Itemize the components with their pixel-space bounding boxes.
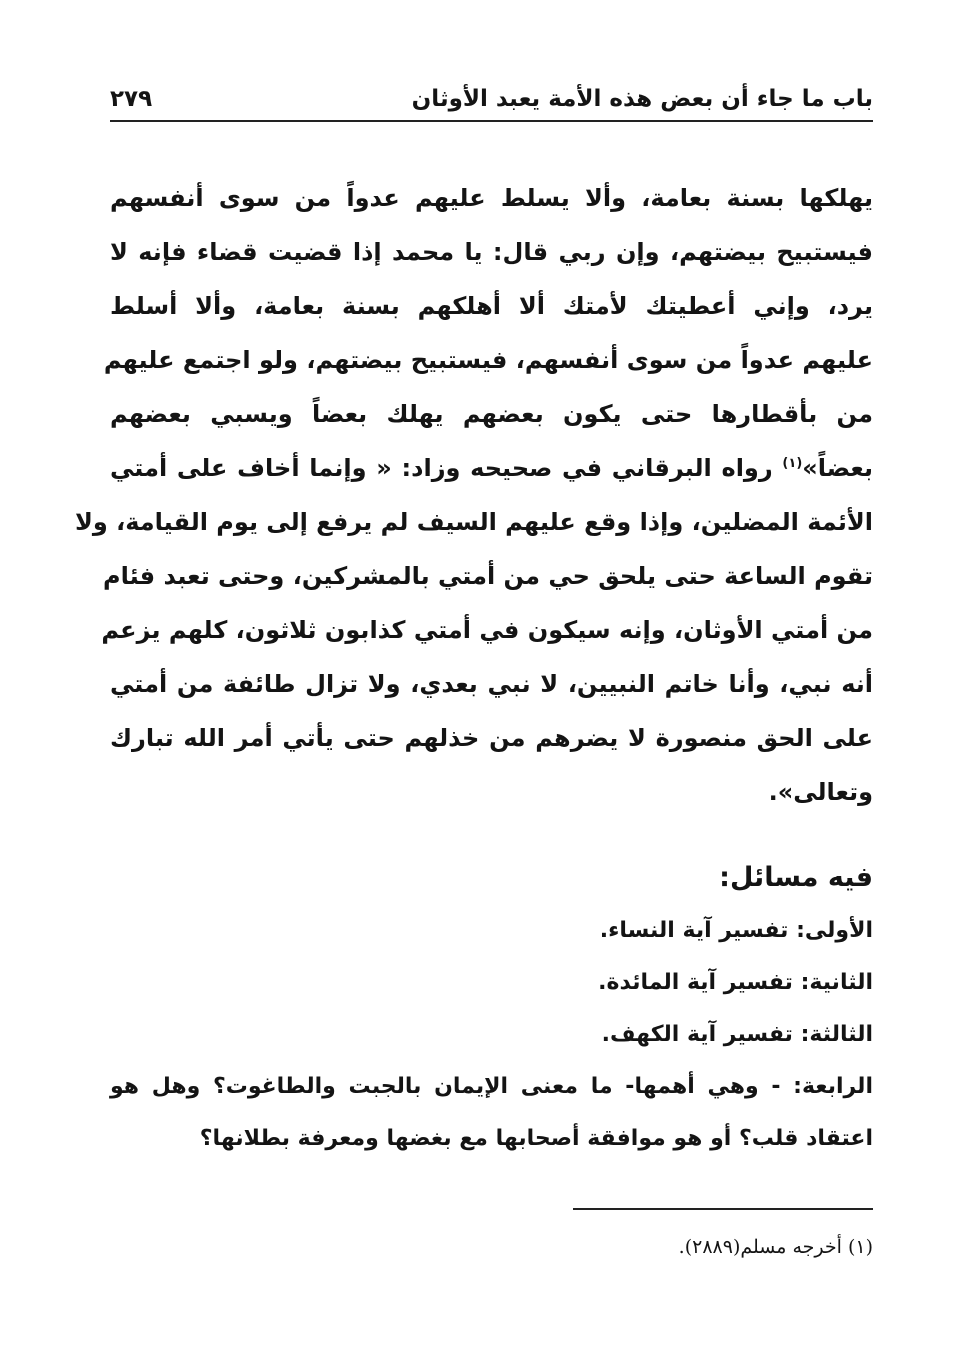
issues-heading: فيه مسائل: (719, 862, 873, 893)
issue-item: الثالثة: تفسير آية الكهف. (601, 1022, 873, 1047)
text-line: تقوم الساعة حتى يلحق حي من أمتي بالمشركين، وحتى تعبد فئام (103, 562, 873, 590)
text-line: من أمتي الأوثان، وإنه سيكون في أمتي كذابون ثلاثون، كلهم يزعم (101, 616, 873, 644)
footnote: (١) أخرجه مسلم(٢٨٨٩). (678, 1236, 873, 1258)
issue-item: الأولى: تفسير آية النساء. (599, 918, 873, 943)
text-line: عليهم عدواً من سوى أنفسهم، فيستبيح بيضتهم، ولو اجتمع عليهم (103, 346, 873, 374)
issue-item: الثانية: تفسير آية المائدة. (598, 970, 873, 995)
text-line: يهلكها بسنة بعامة، وألا يسلط عليهم عدواً من سوى أنفسهم (110, 184, 873, 212)
issue-item: اعتقاد قلب؟ أو هو موافقة أصحابها مع بغضها ومعرفة بطلانها؟ (199, 1126, 873, 1151)
text-line: يرد، وإني أعطيتك لأمتك ألا أهلكهم بسنة بعامة، وألا أسلط (110, 292, 873, 320)
main-text (74, 178, 873, 826)
text-segment: رواه البرقاني في صحيحه وزاد: « وإنما أخاف على أمتي (110, 454, 783, 482)
text-segment: بعضاً» (802, 454, 873, 482)
page-header (110, 82, 873, 122)
footnote-divider (573, 1208, 873, 1210)
text-line: وتعالى». (768, 778, 873, 806)
text-line: أنه نبي، وأنا خاتم النبيين، لا نبي بعدي، ولا تزال طائفة من أمتي (110, 670, 873, 698)
text-line: فيستبيح بيضتهم، وإن ربي قال: يا محمد إذا قضيت قضاء فإنه لا (110, 238, 873, 266)
text-line: من بأقطارها حتى يكون بعضهم يهلك بعضاً ويسبي بعضهم (110, 400, 873, 428)
issue-item: الرابعة: - وهي أهمها- ما معنى الإيمان بالجبت والطاغوت؟ وهل هو (110, 1074, 873, 1099)
page-number: ٢٧٩ (110, 86, 153, 112)
text-line-with-footnote (110, 448, 873, 502)
text-line: على الحق منصورة لا يضرهم من خذلهم حتى يأتي أمر الله تبارك (110, 724, 873, 752)
footnote-marker: (١) (782, 456, 803, 471)
text-line: الأئمة المضلين، وإذا وقع عليهم السيف لم يرفع إلى يوم القيامة، ولا (74, 508, 873, 536)
chapter-title: باب ما جاء أن بعض هذه الأمة يعبد الأوثان (411, 86, 873, 112)
issues-list (110, 913, 873, 1173)
header-divider (110, 120, 873, 122)
